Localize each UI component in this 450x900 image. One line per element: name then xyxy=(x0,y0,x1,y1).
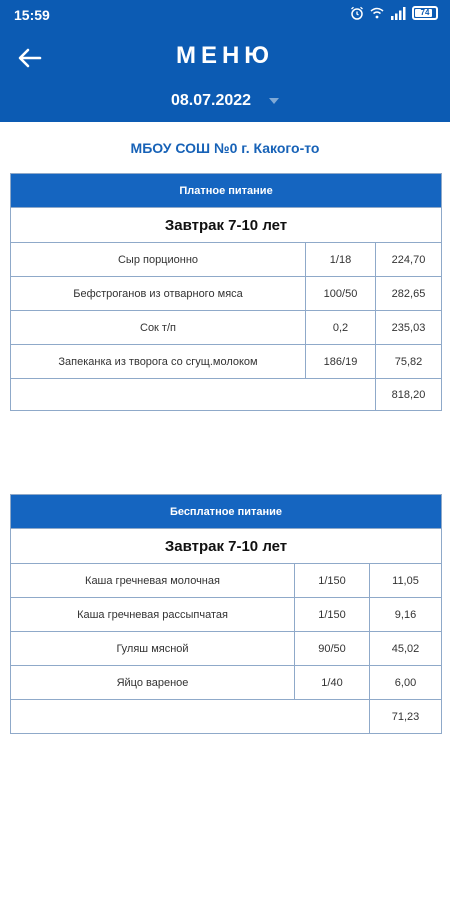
date-value: 08.07.2022 xyxy=(170,92,252,109)
total-spacer xyxy=(11,379,376,410)
menu-section-free xyxy=(10,494,442,734)
total-row xyxy=(11,378,441,410)
item-price: 282,65 xyxy=(391,287,426,300)
item-name: Яйцо вареное xyxy=(11,666,295,699)
page-title: МЕНЮ xyxy=(175,42,275,69)
item-portion: 1/18 xyxy=(306,243,376,276)
status-bar xyxy=(0,0,450,30)
total-price: 71,23 xyxy=(391,710,420,723)
total-price: 818,20 xyxy=(391,388,426,401)
total-row xyxy=(11,699,441,733)
chevron-down-icon xyxy=(269,98,279,104)
item-price: 6,00 xyxy=(394,676,417,689)
section-header: Бесплатное питание xyxy=(11,495,441,528)
school-name: МБОУ СОШ №0 г. Какого-то xyxy=(130,140,320,156)
item-price: 11,05 xyxy=(392,574,419,587)
table-row xyxy=(11,563,441,597)
item-portion: 186/19 xyxy=(306,345,376,378)
item-portion: 1/150 xyxy=(295,598,370,631)
menu-section-paid xyxy=(10,173,442,411)
item-name: Бефстроганов из отварного мяса xyxy=(11,277,306,310)
status-icons xyxy=(350,6,438,20)
battery-icon xyxy=(412,6,438,20)
item-portion: 90/50 xyxy=(295,632,370,665)
table-row xyxy=(11,344,441,378)
table-row xyxy=(11,276,441,310)
item-name: Запеканка из творога со сгущ.молоком xyxy=(11,345,306,378)
item-price: 9,16 xyxy=(394,608,417,621)
item-portion: 1/40 xyxy=(295,666,370,699)
item-price: 45,02 xyxy=(391,642,420,655)
battery-level: 74 xyxy=(420,8,430,17)
app-header xyxy=(0,0,450,122)
item-name: Сок т/п xyxy=(11,311,306,344)
item-name: Каша гречневая рассыпчатая xyxy=(11,598,295,631)
item-name: Гуляш мясной xyxy=(11,632,295,665)
signal-icon xyxy=(390,7,406,20)
meal-title: Завтрак 7-10 лет xyxy=(11,528,441,563)
item-portion: 100/50 xyxy=(306,277,376,310)
date-selector[interactable] xyxy=(0,92,450,110)
table-row xyxy=(11,597,441,631)
item-portion: 0,2 xyxy=(306,311,376,344)
table-row xyxy=(11,631,441,665)
status-time: 15:59 xyxy=(14,7,50,23)
item-name: Каша гречневая молочная xyxy=(11,564,295,597)
item-portion: 1/150 xyxy=(295,564,370,597)
total-spacer xyxy=(11,700,370,733)
item-price: 75,82 xyxy=(394,355,423,368)
wifi-icon xyxy=(370,7,384,19)
item-price: 224,70 xyxy=(391,253,426,266)
item-price: 235,03 xyxy=(391,321,426,334)
section-header: Платное питание xyxy=(11,174,441,207)
item-name: Сыр порционно xyxy=(11,243,306,276)
meal-title: Завтрак 7-10 лет xyxy=(11,207,441,242)
table-row xyxy=(11,665,441,699)
table-row xyxy=(11,310,441,344)
alarm-icon xyxy=(350,6,364,20)
table-row xyxy=(11,242,441,276)
